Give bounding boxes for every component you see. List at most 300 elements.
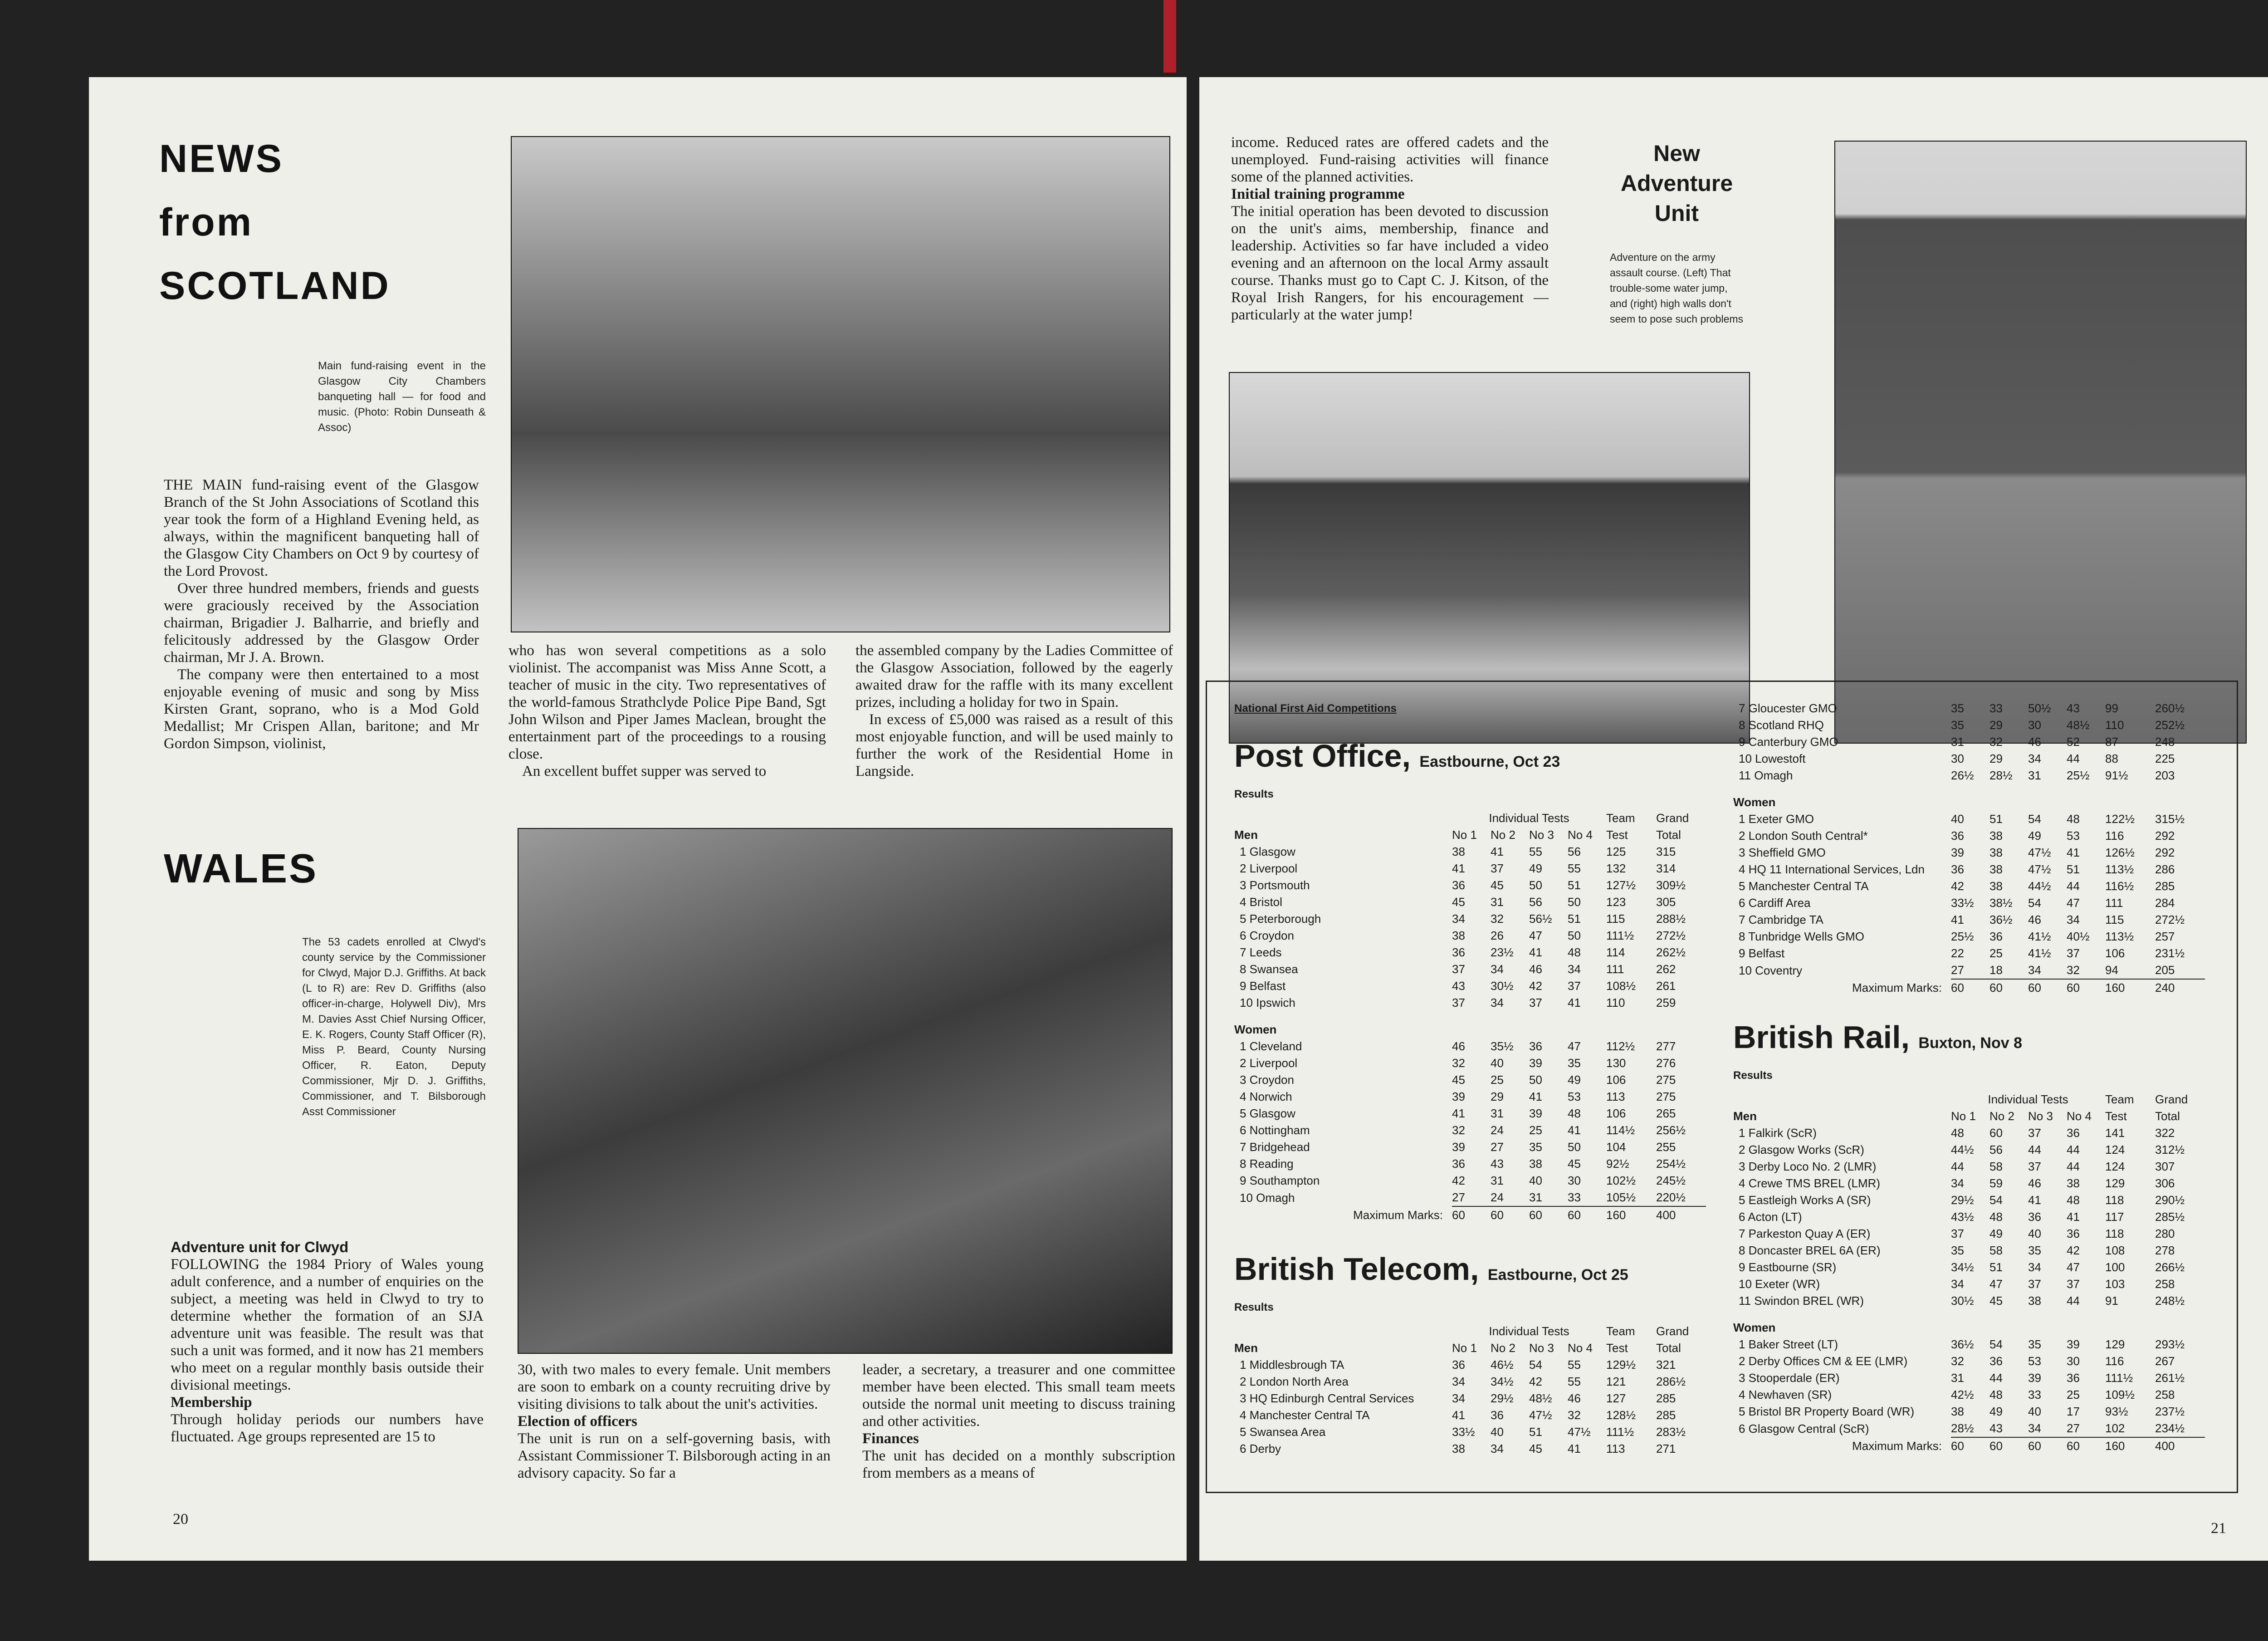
score-cell: 39 xyxy=(2028,1371,2041,1385)
score-cell: 45 xyxy=(1568,1157,1581,1171)
score-cell: 38 xyxy=(1452,1442,1465,1455)
score-cell: 46 xyxy=(2028,735,2041,749)
team-name-cell: Men xyxy=(1733,1109,1757,1123)
score-cell: 258 xyxy=(2155,1388,2175,1401)
score-cell: 106 xyxy=(1606,1073,1626,1087)
group-label-row xyxy=(1733,794,2205,811)
table-row xyxy=(1733,1209,2205,1225)
election-subhead: Election of officers xyxy=(518,1413,637,1430)
score-cell: 30 xyxy=(2067,1354,2080,1368)
score-cell: 48 xyxy=(1568,945,1581,959)
score-cell: 117 xyxy=(2105,1210,2124,1224)
score-cell: 34 xyxy=(2028,752,2041,765)
score-cell: 315 xyxy=(1656,845,1676,858)
score-cell: 33½ xyxy=(1452,1425,1475,1439)
wales-para: income. Reduced rates are offered cadets and the unemployed. Fund-raising activities will finance some of the planned activities. xyxy=(1231,134,1549,185)
spacer-row xyxy=(1234,1011,1706,1021)
team-name-cell: 9 Belfast xyxy=(1240,979,1286,993)
score-cell: No 3 xyxy=(1529,1341,1554,1355)
score-cell xyxy=(2155,794,2205,811)
score-cell: 34 xyxy=(2028,1260,2041,1274)
table-header-row xyxy=(1234,1323,1706,1340)
score-cell: 54 xyxy=(1989,1193,2003,1207)
score-cell: 56 xyxy=(1568,845,1581,858)
score-cell: 47 xyxy=(2067,1260,2080,1274)
score-cell: 60 xyxy=(2028,1437,2067,1455)
score-cell: 47 xyxy=(1989,1277,2003,1291)
team-name-cell: 4 Newhaven (SR) xyxy=(1739,1388,1832,1401)
score-cell: 37 xyxy=(2028,1277,2041,1291)
table-row xyxy=(1733,1420,2205,1437)
table-row xyxy=(1733,928,2205,945)
score-cell: 29½ xyxy=(1951,1193,1974,1207)
score-cell: 121 xyxy=(1606,1375,1626,1388)
score-cell: 160 xyxy=(2105,1437,2155,1455)
team-name-cell: Women xyxy=(1733,1321,1776,1334)
team-name-cell: 1 Middlesbrough TA xyxy=(1240,1358,1344,1372)
team-name-cell: 11 Omagh xyxy=(1739,769,1793,782)
score-cell: 33 xyxy=(2028,1388,2041,1401)
score-cell: 41 xyxy=(1568,996,1581,1009)
score-cell: 39 xyxy=(1529,1107,1542,1120)
table-row xyxy=(1733,811,2205,828)
score-cell: 110 xyxy=(1606,996,1625,1009)
score-cell: 56 xyxy=(1529,895,1542,909)
score-cell: 118 xyxy=(2105,1227,2124,1240)
score-cell: 37 xyxy=(1568,979,1581,993)
score-cell: Test xyxy=(1606,1341,1628,1355)
score-cell xyxy=(2028,1319,2067,1336)
score-cell: 220½ xyxy=(1656,1190,1686,1204)
score-cell: 106 xyxy=(1606,1107,1626,1120)
score-cell: 91 xyxy=(2105,1294,2118,1308)
score-cell: 34½ xyxy=(1951,1260,1974,1274)
team-name-cell: 1 Glasgow xyxy=(1240,845,1295,858)
score-cell: 37 xyxy=(1951,1227,1964,1240)
score-cell: 34 xyxy=(1491,996,1504,1009)
telecom-cont-tbody xyxy=(1733,700,2205,996)
score-cell: Total xyxy=(2155,1109,2180,1123)
score-cell: 115 xyxy=(2105,913,2124,926)
score-cell: 248 xyxy=(2155,735,2175,749)
score-cell: 113½ xyxy=(2105,930,2134,943)
score-cell: 37 xyxy=(1452,962,1465,976)
score-cell: 39 xyxy=(1529,1056,1542,1070)
score-cell: 35½ xyxy=(1491,1039,1514,1053)
score-cell: 124 xyxy=(2105,1160,2125,1173)
score-cell: No 1 xyxy=(1951,1109,1976,1123)
score-cell: Test xyxy=(2105,1109,2127,1123)
score-cell: 255 xyxy=(1656,1140,1676,1154)
score-cell xyxy=(2067,794,2105,811)
score-cell: 47 xyxy=(1529,929,1542,942)
score-cell: 33½ xyxy=(1951,896,1974,910)
score-cell: 93½ xyxy=(2105,1405,2128,1418)
score-cell: 38½ xyxy=(1989,896,2013,910)
table-row xyxy=(1234,1424,1706,1440)
table-row xyxy=(1234,860,1706,877)
cadets-group-photo xyxy=(518,828,1173,1354)
score-cell: 47½ xyxy=(2028,846,2051,859)
score-cell: 36½ xyxy=(1989,913,2013,926)
score-cell: 41 xyxy=(1491,845,1504,858)
score-cell: 94 xyxy=(2105,963,2118,977)
score-cell: 36 xyxy=(1452,878,1465,892)
score-cell: 54 xyxy=(2028,896,2041,910)
score-cell: 60 xyxy=(1989,1126,2003,1140)
score-cell: 31 xyxy=(1951,1371,1964,1385)
score-cell: 36 xyxy=(1491,1408,1504,1422)
team-name-cell: 2 London South Central* xyxy=(1739,829,1868,843)
score-cell: 49 xyxy=(1529,862,1542,875)
score-cell: 60 xyxy=(2067,979,2105,996)
maximum-marks-row xyxy=(1733,1437,2205,1455)
score-cell: 111½ xyxy=(1606,929,1634,942)
score-cell: 34 xyxy=(1452,1375,1465,1388)
score-cell: 28½ xyxy=(1989,769,2013,782)
table-row xyxy=(1234,1390,1706,1407)
score-cell: 321 xyxy=(1656,1358,1676,1372)
score-cell: 39 xyxy=(1452,1140,1465,1154)
post-office-title xyxy=(1234,738,1724,780)
score-cell: 35 xyxy=(1529,1140,1542,1154)
wales-para: The unit is run on a self-governing basis, with Assistant Commissioner T. Bilsborough acting in an advisory capacity. So far a xyxy=(518,1430,831,1481)
score-cell: 39 xyxy=(1951,846,1964,859)
spacer-cell xyxy=(1234,1011,1706,1021)
score-cell: 34 xyxy=(1491,1442,1504,1455)
team-name-cell: 10 Omagh xyxy=(1240,1190,1295,1205)
table-header-row xyxy=(1733,1091,2205,1108)
post-office-name: Post Office, xyxy=(1234,738,1411,774)
score-cell: 277 xyxy=(1656,1039,1676,1053)
team-name-cell: 3 HQ Edinburgh Central Services xyxy=(1240,1391,1414,1405)
score-cell: 51 xyxy=(2067,862,2080,876)
score-cell: 46½ xyxy=(1491,1358,1514,1372)
score-cell: 122½ xyxy=(2105,812,2135,826)
score-cell: 111½ xyxy=(1606,1425,1634,1439)
post-office-results-table xyxy=(1234,810,1706,1224)
banquet-hall-photo xyxy=(511,136,1170,632)
left-page xyxy=(89,77,1187,1561)
score-cell: 26 xyxy=(1491,929,1504,942)
scotland-para: the assembled company by the Ladies Committee of the Glasgow Association, followed by the eagerly awaited draw for the raffle with its many excellent prizes, including a holiday for two in Spain. xyxy=(855,642,1173,710)
score-cell: 37 xyxy=(2028,1126,2041,1140)
score-cell: 102½ xyxy=(1606,1174,1636,1187)
score-cell: 37 xyxy=(2067,946,2080,960)
score-cell xyxy=(2067,1319,2105,1336)
score-cell: 275 xyxy=(1656,1073,1676,1087)
score-cell: 45 xyxy=(1452,1073,1465,1087)
table-row xyxy=(1234,1038,1706,1055)
group-label-row xyxy=(1733,1108,2205,1125)
team-name-cell: 8 Scotland RHQ xyxy=(1739,718,1824,732)
table-row xyxy=(1234,843,1706,860)
scotland-column-2 xyxy=(508,642,826,780)
score-cell: 41 xyxy=(2028,1193,2041,1207)
scotland-column-1 xyxy=(164,476,479,752)
score-cell: 234½ xyxy=(2155,1421,2185,1435)
score-cell: No 3 xyxy=(2028,1109,2053,1123)
score-cell: 108 xyxy=(2105,1244,2125,1257)
score-cell: 115 xyxy=(1606,912,1625,926)
score-cell: 34 xyxy=(2028,963,2041,977)
score-cell: 278 xyxy=(2155,1244,2175,1257)
wall-climb-photo xyxy=(1834,141,2247,744)
score-cell: 24 xyxy=(1491,1190,1504,1204)
spacer-row xyxy=(1733,1309,2205,1319)
team-name-cell: 6 Croydon xyxy=(1240,929,1294,942)
score-cell: 275 xyxy=(1656,1090,1676,1103)
team-name-cell: 3 Portsmouth xyxy=(1240,878,1310,892)
score-cell: 50 xyxy=(1529,1073,1542,1087)
score-cell: 160 xyxy=(1606,1206,1656,1224)
wales-continued-column xyxy=(1231,134,1549,323)
team-name-cell: 1 Cleveland xyxy=(1240,1039,1302,1053)
score-cell: 40 xyxy=(2028,1227,2041,1240)
score-cell: 47 xyxy=(1568,1039,1581,1053)
score-cell: 41 xyxy=(1452,1408,1465,1422)
score-cell: 48 xyxy=(1989,1210,2003,1224)
score-cell: 27 xyxy=(1951,963,1964,977)
score-cell: 125 xyxy=(1606,845,1626,858)
score-cell: 38 xyxy=(1452,845,1465,858)
score-cell: 124 xyxy=(2105,1143,2125,1156)
score-cell: 25½ xyxy=(2067,769,2090,782)
score-cell: 292 xyxy=(2155,829,2175,843)
score-cell: 112½ xyxy=(1606,1039,1635,1053)
score-cell: 44½ xyxy=(1951,1143,1974,1156)
score-cell: 126½ xyxy=(2105,846,2135,859)
score-cell: 44 xyxy=(1951,1160,1964,1173)
score-cell: 123 xyxy=(1606,895,1626,909)
score-cell xyxy=(1656,1021,1706,1038)
score-cell: 53 xyxy=(2028,1354,2041,1368)
scotland-column-3 xyxy=(855,642,1173,780)
score-cell: 43 xyxy=(1491,1157,1504,1171)
scotland-para: An excellent buffet supper was served to xyxy=(522,763,767,779)
score-cell: 49 xyxy=(2028,829,2041,843)
spacer-cell xyxy=(1733,784,2205,794)
score-cell: 400 xyxy=(1656,1206,1706,1224)
score-cell: 306 xyxy=(2155,1176,2175,1190)
table-row xyxy=(1234,877,1706,894)
headline-line-scotland: SCOTLAND xyxy=(159,264,391,308)
score-cell xyxy=(1606,1021,1656,1038)
score-cell xyxy=(1989,794,2028,811)
score-cell: 37 xyxy=(1452,996,1465,1009)
score-cell: 51 xyxy=(1568,912,1581,926)
score-cell: 48 xyxy=(1951,1126,1964,1140)
team-name-cell: 11 Swindon BREL (WR) xyxy=(1739,1294,1864,1308)
score-cell: 51 xyxy=(1568,878,1581,892)
team-name-cell: 5 Peterborough xyxy=(1240,912,1321,926)
team-name-cell: 4 Crewe TMS BREL (LMR) xyxy=(1739,1176,1881,1190)
score-cell: 56 xyxy=(1989,1143,2003,1156)
score-cell: 43 xyxy=(2067,701,2080,715)
score-cell: 205 xyxy=(2155,963,2175,977)
table-row xyxy=(1733,1386,2205,1403)
score-cell: 40 xyxy=(2028,1405,2041,1418)
score-cell: 111½ xyxy=(2105,1371,2133,1385)
score-cell: 46 xyxy=(2028,913,2041,926)
membership-subhead: Membership xyxy=(171,1394,252,1411)
score-cell: 45 xyxy=(1529,1442,1542,1455)
table-row xyxy=(1733,945,2205,962)
table-row xyxy=(1234,961,1706,978)
score-cell: 36 xyxy=(2028,1210,2041,1224)
score-cell: 54 xyxy=(2028,812,2041,826)
group-label-row xyxy=(1234,827,1706,843)
score-cell: 31 xyxy=(2028,769,2041,782)
score-cell: 38 xyxy=(2067,1176,2080,1190)
table-row xyxy=(1733,767,2205,784)
score-cell: No 4 xyxy=(1568,1341,1593,1355)
score-cell: 43½ xyxy=(1951,1210,1974,1224)
score-cell: 53 xyxy=(2067,829,2080,843)
score-cell: 45 xyxy=(1989,1294,2003,1308)
telecom-place: Eastbourne, Oct 25 xyxy=(1487,1266,1628,1283)
score-cell: 127 xyxy=(1606,1391,1626,1405)
score-cell xyxy=(1452,1021,1491,1038)
score-cell: 44 xyxy=(2067,1143,2080,1156)
table-row xyxy=(1234,911,1706,927)
team-name-cell: 10 Exeter (WR) xyxy=(1739,1277,1820,1291)
team-name-cell: 5 Manchester Central TA xyxy=(1739,879,1869,893)
score-cell xyxy=(1529,1021,1568,1038)
score-cell: 37 xyxy=(1491,862,1504,875)
score-cell: 40½ xyxy=(2067,930,2090,943)
score-cell: 18 xyxy=(1989,963,2003,977)
table-row xyxy=(1733,828,2205,844)
table-row xyxy=(1733,911,2205,928)
table-row xyxy=(1733,717,2205,734)
results-right-column xyxy=(1733,700,2223,1455)
team-name-cell: 8 Tunbridge Wells GMO xyxy=(1739,930,1864,943)
team-name-cell: Men xyxy=(1234,828,1258,842)
score-cell: 29½ xyxy=(1491,1391,1514,1405)
score-cell: 56½ xyxy=(1529,912,1552,926)
score-cell: 290½ xyxy=(2155,1193,2185,1207)
score-cell: 59 xyxy=(1989,1176,2003,1190)
score-cell: 47½ xyxy=(1568,1425,1591,1439)
score-cell: 48 xyxy=(1989,1388,2003,1401)
score-cell: 118 xyxy=(2105,1193,2124,1207)
score-cell: 25 xyxy=(1989,946,2003,960)
team-name-cell: 9 Eastbourne (SR) xyxy=(1739,1260,1837,1274)
rail-results-table xyxy=(1733,1091,2205,1455)
score-cell: 50 xyxy=(1568,895,1581,909)
score-cell: 285 xyxy=(1656,1408,1676,1422)
score-cell: 109½ xyxy=(2105,1388,2135,1401)
score-cell: 60 xyxy=(1491,1206,1529,1224)
score-cell: 132 xyxy=(1606,862,1626,875)
score-cell: 160 xyxy=(2105,979,2155,996)
score-cell: 40 xyxy=(1951,812,1964,826)
score-cell: 36 xyxy=(1951,862,1964,876)
adventure-unit-title: New Adventure Unit xyxy=(1620,141,1733,226)
score-cell: 31 xyxy=(1491,895,1504,909)
table-row xyxy=(1234,1357,1706,1373)
team-name-cell: 7 Cambridge TA xyxy=(1739,913,1823,926)
score-cell: No 2 xyxy=(1491,1341,1515,1355)
score-cell: 129 xyxy=(2105,1176,2125,1190)
score-cell: 307 xyxy=(2155,1160,2175,1173)
score-cell: 38 xyxy=(2028,1294,2041,1308)
score-cell: 41 xyxy=(1951,913,1964,926)
score-cell: 203 xyxy=(2155,769,2175,782)
score-cell: 36 xyxy=(1529,1039,1542,1053)
score-cell: 99 xyxy=(2105,701,2118,715)
score-cell: 36 xyxy=(2067,1126,2080,1140)
individual-tests-header: Individual Tests xyxy=(1489,811,1569,825)
score-cell: 30 xyxy=(1568,1174,1581,1187)
score-cell: 292 xyxy=(2155,846,2175,859)
score-cell: 25 xyxy=(2067,1388,2080,1401)
team-name-cell: 6 Glasgow Central (ScR) xyxy=(1739,1421,1869,1435)
team-name-cell: 9 Belfast xyxy=(1739,946,1785,960)
score-cell: 267 xyxy=(2155,1354,2175,1368)
results-left-column xyxy=(1234,702,1724,1457)
table-row xyxy=(1234,1172,1706,1189)
score-cell: 288½ xyxy=(1656,912,1686,926)
team-name-cell: Maximum Marks: xyxy=(1852,980,1942,994)
score-cell: 129½ xyxy=(1606,1358,1636,1372)
score-cell: 130 xyxy=(1606,1056,1626,1070)
score-cell: 27 xyxy=(1491,1140,1504,1154)
score-cell: 116½ xyxy=(2105,879,2134,893)
score-cell: 286 xyxy=(2155,862,2175,876)
team-name-cell: 6 Cardiff Area xyxy=(1739,896,1811,910)
individual-tests-header: Individual Tests xyxy=(1988,1092,2068,1106)
score-cell xyxy=(1491,1021,1529,1038)
score-cell: No 3 xyxy=(1529,828,1554,842)
team-name-cell: 2 Derby Offices CM & EE (LMR) xyxy=(1739,1354,1908,1368)
team-name-cell: 5 Glasgow xyxy=(1240,1107,1295,1120)
score-cell: 271 xyxy=(1656,1442,1676,1455)
score-cell: 49 xyxy=(1989,1405,2003,1418)
score-cell: 113 xyxy=(1606,1090,1625,1103)
team-name-cell: 2 Liverpool xyxy=(1240,1056,1298,1070)
score-cell: 34 xyxy=(1951,1176,1964,1190)
table-row xyxy=(1234,1122,1706,1139)
score-cell: 266½ xyxy=(2155,1260,2185,1274)
score-cell: 400 xyxy=(2155,1437,2205,1455)
team-name-cell: 8 Doncaster BREL 6A (ER) xyxy=(1739,1244,1881,1257)
score-cell xyxy=(2105,1319,2155,1336)
score-cell: 100 xyxy=(2105,1260,2125,1274)
score-cell: 58 xyxy=(1989,1244,2003,1257)
team-name-cell: 1 Falkirk (ScR) xyxy=(1739,1126,1817,1140)
score-cell: 283½ xyxy=(1656,1425,1686,1439)
score-cell: 60 xyxy=(1951,979,1989,996)
wales-column-3 xyxy=(862,1361,1175,1482)
team-name-cell: 4 Manchester Central TA xyxy=(1240,1408,1370,1422)
score-cell: 315½ xyxy=(2155,812,2185,826)
score-cell: 32 xyxy=(1452,1056,1465,1070)
score-cell: 60 xyxy=(1989,1437,2028,1455)
wales-para: The unit has decided on a monthly subscription from members as a means of xyxy=(862,1448,1175,1481)
score-cell: 34 xyxy=(2067,913,2080,926)
score-cell: 111 xyxy=(1606,962,1624,976)
telecom-results-continued-table xyxy=(1733,700,2205,996)
wales-headline: WALES xyxy=(164,846,318,892)
score-cell: 114½ xyxy=(1606,1123,1635,1137)
score-cell: 31 xyxy=(1491,1107,1504,1120)
table-row xyxy=(1234,1055,1706,1072)
score-cell: 312½ xyxy=(2155,1143,2185,1156)
score-cell: 260½ xyxy=(2155,701,2185,715)
score-cell: 41 xyxy=(1568,1442,1581,1455)
